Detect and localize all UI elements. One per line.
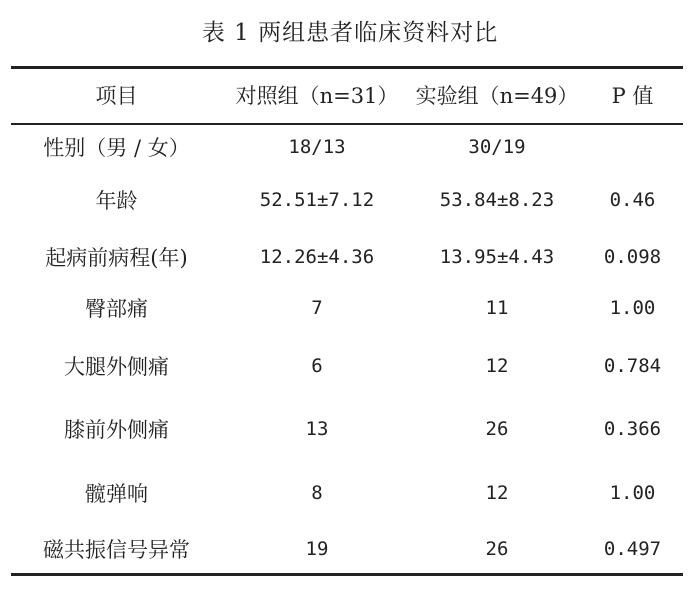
- p-value: 1.00: [609, 297, 656, 319]
- p-value: 1.00: [609, 482, 656, 504]
- table-header-rule: [11, 123, 683, 125]
- p-value: 0.366: [603, 418, 662, 440]
- header-experiment-group: 实验组（n=49）: [415, 84, 579, 108]
- control-value: 13: [305, 418, 329, 440]
- row-label: 性别（男 / 女）: [43, 136, 190, 160]
- experiment-value: 11: [485, 297, 509, 319]
- p-value: 0.098: [603, 246, 662, 268]
- experiment-value: 12: [485, 482, 509, 504]
- row-label: 年龄: [95, 189, 138, 213]
- table-row: [11, 180, 683, 220]
- p-value: 0.46: [609, 189, 656, 211]
- table-top-rule: [11, 66, 683, 69]
- table-row: [11, 237, 683, 277]
- row-label: 髋弹响: [85, 482, 148, 506]
- control-value: 19: [305, 538, 329, 560]
- table-bottom-rule: [11, 573, 683, 576]
- experiment-value: 53.84±8.23: [439, 189, 555, 211]
- p-value: 0.784: [603, 355, 662, 377]
- table-row: [11, 529, 683, 569]
- table-row: [11, 473, 683, 513]
- control-value: 7: [311, 297, 323, 319]
- control-value: 6: [311, 355, 323, 377]
- table-row: [11, 346, 683, 386]
- control-value: 52.51±7.12: [259, 189, 375, 211]
- row-label: 膝前外侧痛: [64, 418, 169, 442]
- control-value: 8: [311, 482, 323, 504]
- experiment-value: 30/19: [468, 136, 526, 158]
- table-row: [11, 288, 683, 328]
- row-label: 大腿外侧痛: [64, 355, 169, 379]
- experiment-value: 26: [485, 418, 509, 440]
- table-row: [11, 409, 683, 449]
- experiment-value: 13.95±4.43: [439, 246, 555, 268]
- row-label: 起病前病程(年): [45, 246, 188, 270]
- p-value: 0.497: [603, 538, 662, 560]
- header-control-group: 对照组（n=31）: [235, 84, 399, 108]
- table-header-row: [11, 75, 683, 115]
- control-value: 12.26±4.36: [259, 246, 375, 268]
- experiment-value: 12: [485, 355, 509, 377]
- row-label: 臀部痛: [85, 297, 148, 321]
- experiment-value: 26: [485, 538, 509, 560]
- header-item: 项目: [95, 84, 138, 108]
- header-p-value: P 值: [611, 84, 654, 108]
- control-value: 18/13: [288, 136, 346, 158]
- table-title: 表 1 两组患者临床资料对比: [201, 20, 499, 46]
- table-row: [11, 127, 683, 167]
- row-label: 磁共振信号异常: [43, 538, 190, 562]
